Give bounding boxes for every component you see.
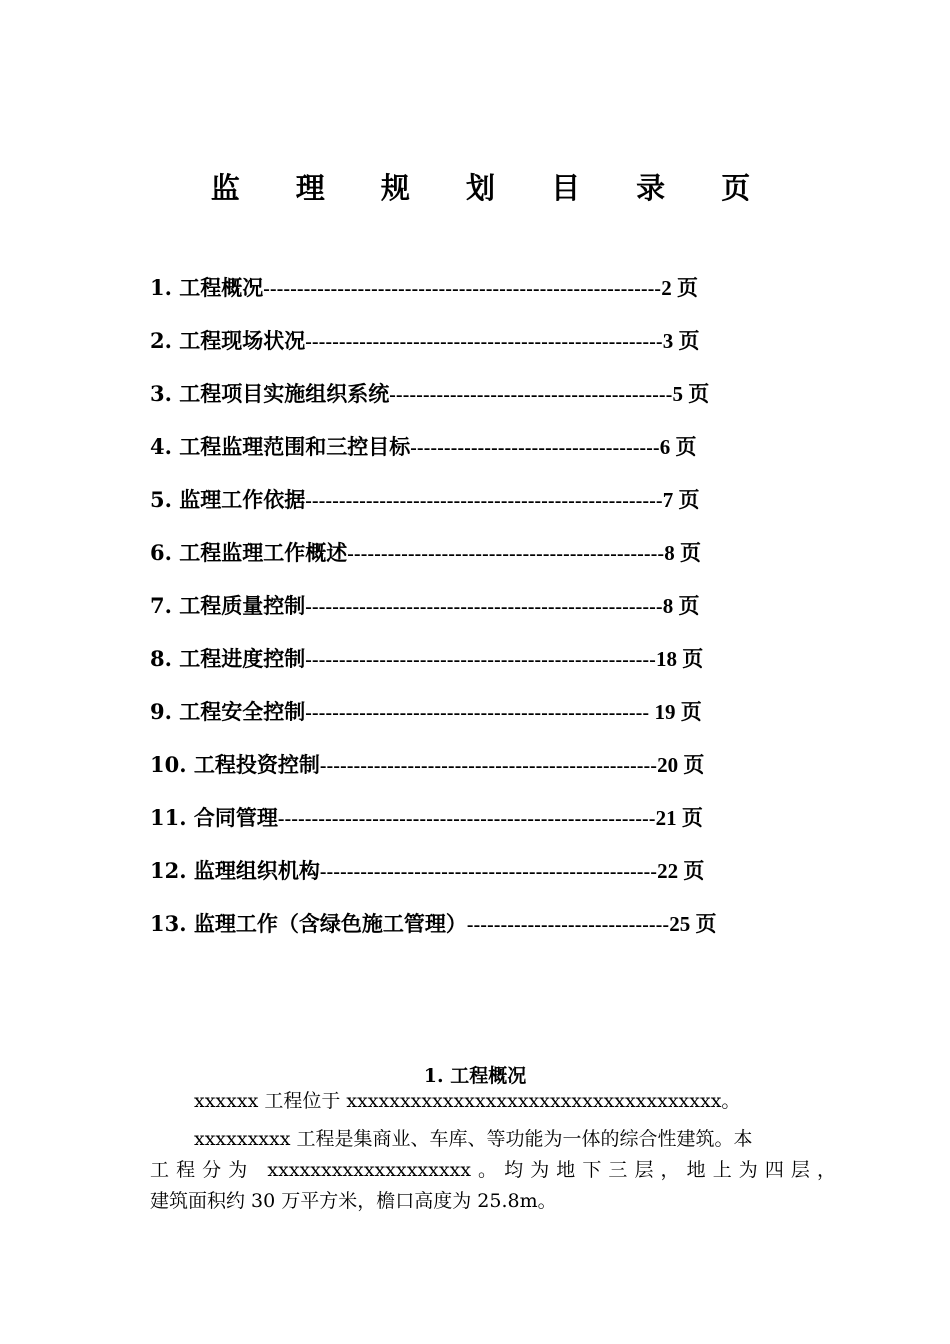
toc-leader: --------------------------------------------------- <box>305 703 650 724</box>
toc-leader: ------------------------------ <box>466 915 670 936</box>
toc-leader: ----------------------------------------------------- <box>305 491 663 512</box>
toc-page-number: 19 页 <box>649 700 702 724</box>
toc-leader: ----------------------------------------------------- <box>305 332 663 353</box>
toc-entry-label: 13. 监理工作（含绿色施工管理） <box>150 911 467 936</box>
toc-entry[interactable] <box>150 904 716 957</box>
section-heading: 1. 工程概况 <box>423 1065 527 1087</box>
toc-entry-label: 7. 工程质量控制 <box>150 593 306 618</box>
toc-entry-label: 3. 工程项目实施组织系统 <box>150 381 390 406</box>
toc-entry-label: 10. 工程投资控制 <box>150 752 320 777</box>
toc-leader: ----------------------------------------------------------- <box>263 279 662 300</box>
body-paragraph: xxxxxx 工程位于 xxxxxxxxxxxxxxxxxxxxxxxxxxxxxxxxxxx。 <box>194 1090 741 1112</box>
toc-page-number: 21 页 <box>655 806 703 830</box>
toc-page-number: 8 页 <box>664 541 701 565</box>
toc-page-number: 5 页 <box>672 382 710 406</box>
toc-leader: ---------------------------------------------------- <box>305 650 656 671</box>
paragraph-line: xxxxxxxxx 工程是集商业、车库、等功能为一体的综合性建筑。本 <box>194 1128 753 1150</box>
toc-page-number: 25 页 <box>669 912 717 936</box>
toc-page-number: 18 页 <box>655 647 704 671</box>
body-paragraph <box>150 1124 836 1217</box>
toc-page-number: 6 页 <box>659 435 697 459</box>
toc-entry-label: 6. 工程监理工作概述 <box>150 540 348 565</box>
toc-entry[interactable] <box>150 586 716 639</box>
toc-entry-label: 9. 工程安全控制 <box>150 699 306 724</box>
toc-entry[interactable] <box>150 798 716 851</box>
toc-entry-label: 1. 工程概况 <box>150 275 264 300</box>
toc-entry-label: 2. 工程现场状况 <box>150 328 306 353</box>
toc-leader: ------------------------------------- <box>410 438 660 459</box>
toc-leader: -------------------------------------------------- <box>319 756 658 777</box>
toc-entry-label: 8. 工程进度控制 <box>150 646 306 671</box>
toc-entry[interactable] <box>150 374 716 427</box>
toc-page-number: 20 页 <box>657 753 705 777</box>
toc-page-number: 2 页 <box>661 276 698 300</box>
toc-entry[interactable] <box>150 268 716 321</box>
toc-entry[interactable] <box>150 851 716 904</box>
toc-leader: -------------------------------------------------------- <box>277 809 656 830</box>
toc-entry-label: 11. 合同管理 <box>150 805 278 830</box>
paragraph-line: 建筑面积约 30 万平方米，檐口高度为 25.8m。 <box>150 1190 557 1212</box>
toc-leader: ----------------------------------------------------- <box>305 597 663 618</box>
toc-entry[interactable] <box>150 427 716 480</box>
toc-leader: ----------------------------------------------- <box>347 544 665 565</box>
toc-entry-label: 5. 监理工作依据 <box>150 487 306 512</box>
toc-leader: ------------------------------------------ <box>389 385 673 406</box>
toc-page-number: 3 页 <box>662 329 700 353</box>
toc-page-number: 7 页 <box>662 488 700 512</box>
toc-entry-label: 12. 监理组织机构 <box>150 858 320 883</box>
toc-entry[interactable] <box>150 533 716 586</box>
toc-page-number: 22 页 <box>657 859 705 883</box>
toc-entry[interactable] <box>150 692 716 745</box>
paragraph-line: 工程分为 xxxxxxxxxxxxxxxxxxx。均为地下三层，地上为四层， <box>150 1159 836 1181</box>
toc-leader: -------------------------------------------------- <box>319 862 658 883</box>
toc-page-number: 8 页 <box>662 594 700 618</box>
toc-entry[interactable] <box>150 745 716 798</box>
page-title: 监 理 规 划 目 录 页 <box>210 171 774 205</box>
toc-entry[interactable] <box>150 480 716 533</box>
toc-entry[interactable] <box>150 639 716 692</box>
table-of-contents <box>150 268 716 957</box>
toc-entry[interactable] <box>150 321 716 374</box>
toc-entry-label: 4. 工程监理范围和三控目标 <box>150 434 411 459</box>
